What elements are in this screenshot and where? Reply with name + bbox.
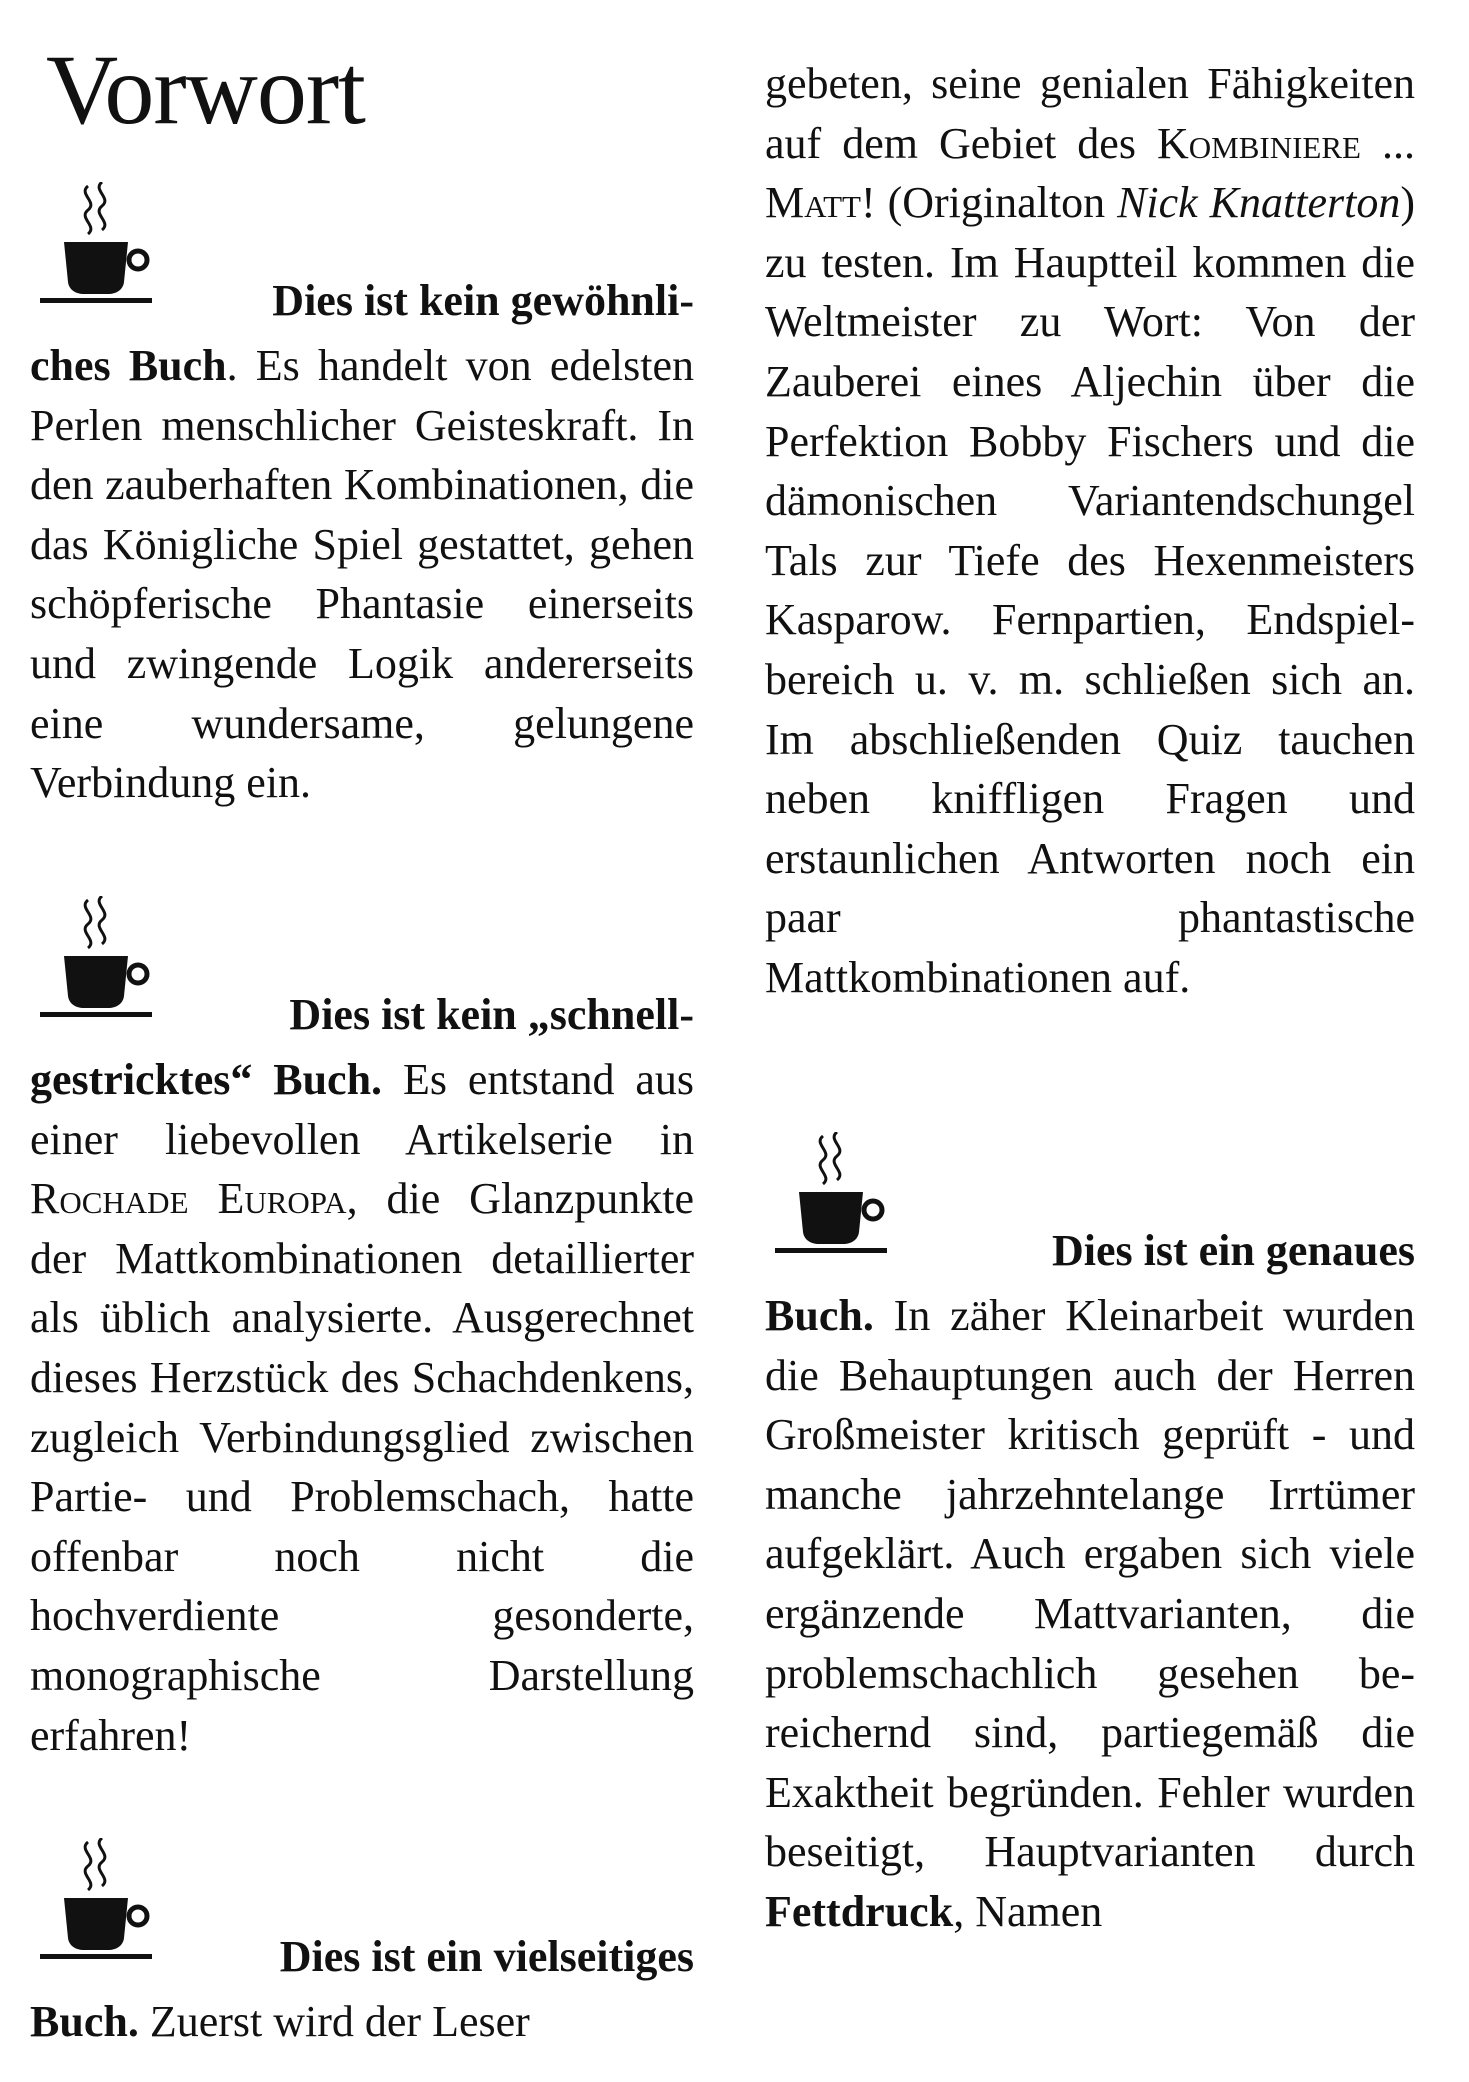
section-lead-continued: gestricktes“ Buch. <box>30 1055 383 1104</box>
bold-word: Fettdruck <box>765 1886 954 1936</box>
section-text <box>30 266 694 813</box>
coffee-cup-icon <box>775 1132 899 1256</box>
coffee-cup-icon <box>40 182 164 306</box>
section-body: In zäher Kleinarbeit wurden die Behauptungen auch der Herren Großmeister kritisch geprüft - und manche jahrzehntelange Irrtümer aufgeklärt. Auch ergaben sich viele ergänzende Mattvarianten, die problemschachlich gesehen bereichernd sind, partiegemäß die Exaktheit begründen. Fehler wurden beseitigt, Hauptvarianten durch <box>765 1291 1415 1877</box>
section-body-continued: ! (Originalton <box>860 178 1118 228</box>
section-body: gebeten, seine genialen Fähigkeiten auf dem Gebiet des <box>765 59 1415 168</box>
section-lead: Dies ist kein „schnell- <box>289 990 694 1039</box>
section-body-continued: , Namen <box>953 1886 1103 1936</box>
section-lead-continued: Buch. <box>30 1997 139 2046</box>
section-body-end: ) zu testen. Im Hauptteil kommen die Weltmeister zu Wort: Von der Zauberei eines Aljechin über die Perfektion Bobby Fischers und die dämonischen Variantendschungel Tals zur Tiefe des Hexenmeisters Kasparow. Fernpartien, Endspielbereich u. v. m. schließen sich an. Im abschließenden Quiz tauchen neben kniffligen Fragen und erstaunlichen Antworten noch ein paar phantastische Mattkombinationen auf. <box>765 178 1415 1002</box>
section-ordinary-book <box>30 182 694 813</box>
section-versatile-book <box>30 1838 694 2052</box>
series-name: Kombiniere ... Matt <box>765 118 1415 228</box>
section-versatile-continued <box>765 54 1415 1008</box>
section-precise-book <box>765 1132 1415 1942</box>
section-lead: Dies ist ein vielseitiges <box>279 1932 694 1981</box>
section-lead: Dies ist kein gewöhnli- <box>272 276 694 325</box>
section-text <box>765 1216 1415 1942</box>
quoted-character-name: Nick Knatterton <box>1117 178 1401 228</box>
section-lead: Dies ist ein genaues <box>1052 1226 1415 1275</box>
section-body: Es entstand aus einer liebevollen Artikelserie in <box>30 1055 694 1164</box>
section-not-quickly-knitted <box>30 896 694 1765</box>
section-body: . Es handelt von edelsten Perlen menschlicher Geisteskraft. In den zauberhaften Kombinationen, die das Königliche Spiel gestattet, gehen schöpferische Phantasie einerseits und zwingende Logik andererseits eine wundersame, gelungene Verbindung ein. <box>30 341 694 808</box>
section-text <box>30 980 694 1765</box>
coffee-cup-icon <box>40 1838 164 1962</box>
coffee-cup-icon <box>40 896 164 1020</box>
page-title: Vorwort <box>46 34 365 145</box>
section-body-continued: , die Glanzpunkte der Mattkombinationen detaillierter als üblich analysierte. Ausgerechnet dieses Herzstück des Schachdenkens, zugleich Verbindungsglied zwischen Partie- und Problemschach, hatte offenbar noch nicht die hochverdiente gesonderte, monographische Darstellung erfahren! <box>30 1174 694 1760</box>
section-body-start: Zuerst wird der Leser <box>138 1997 530 2046</box>
section-lead-continued: Buch. <box>765 1291 874 1340</box>
section-lead-continued: ches Buch <box>30 341 227 390</box>
journal-name: Rochade Europa <box>30 1174 347 1224</box>
